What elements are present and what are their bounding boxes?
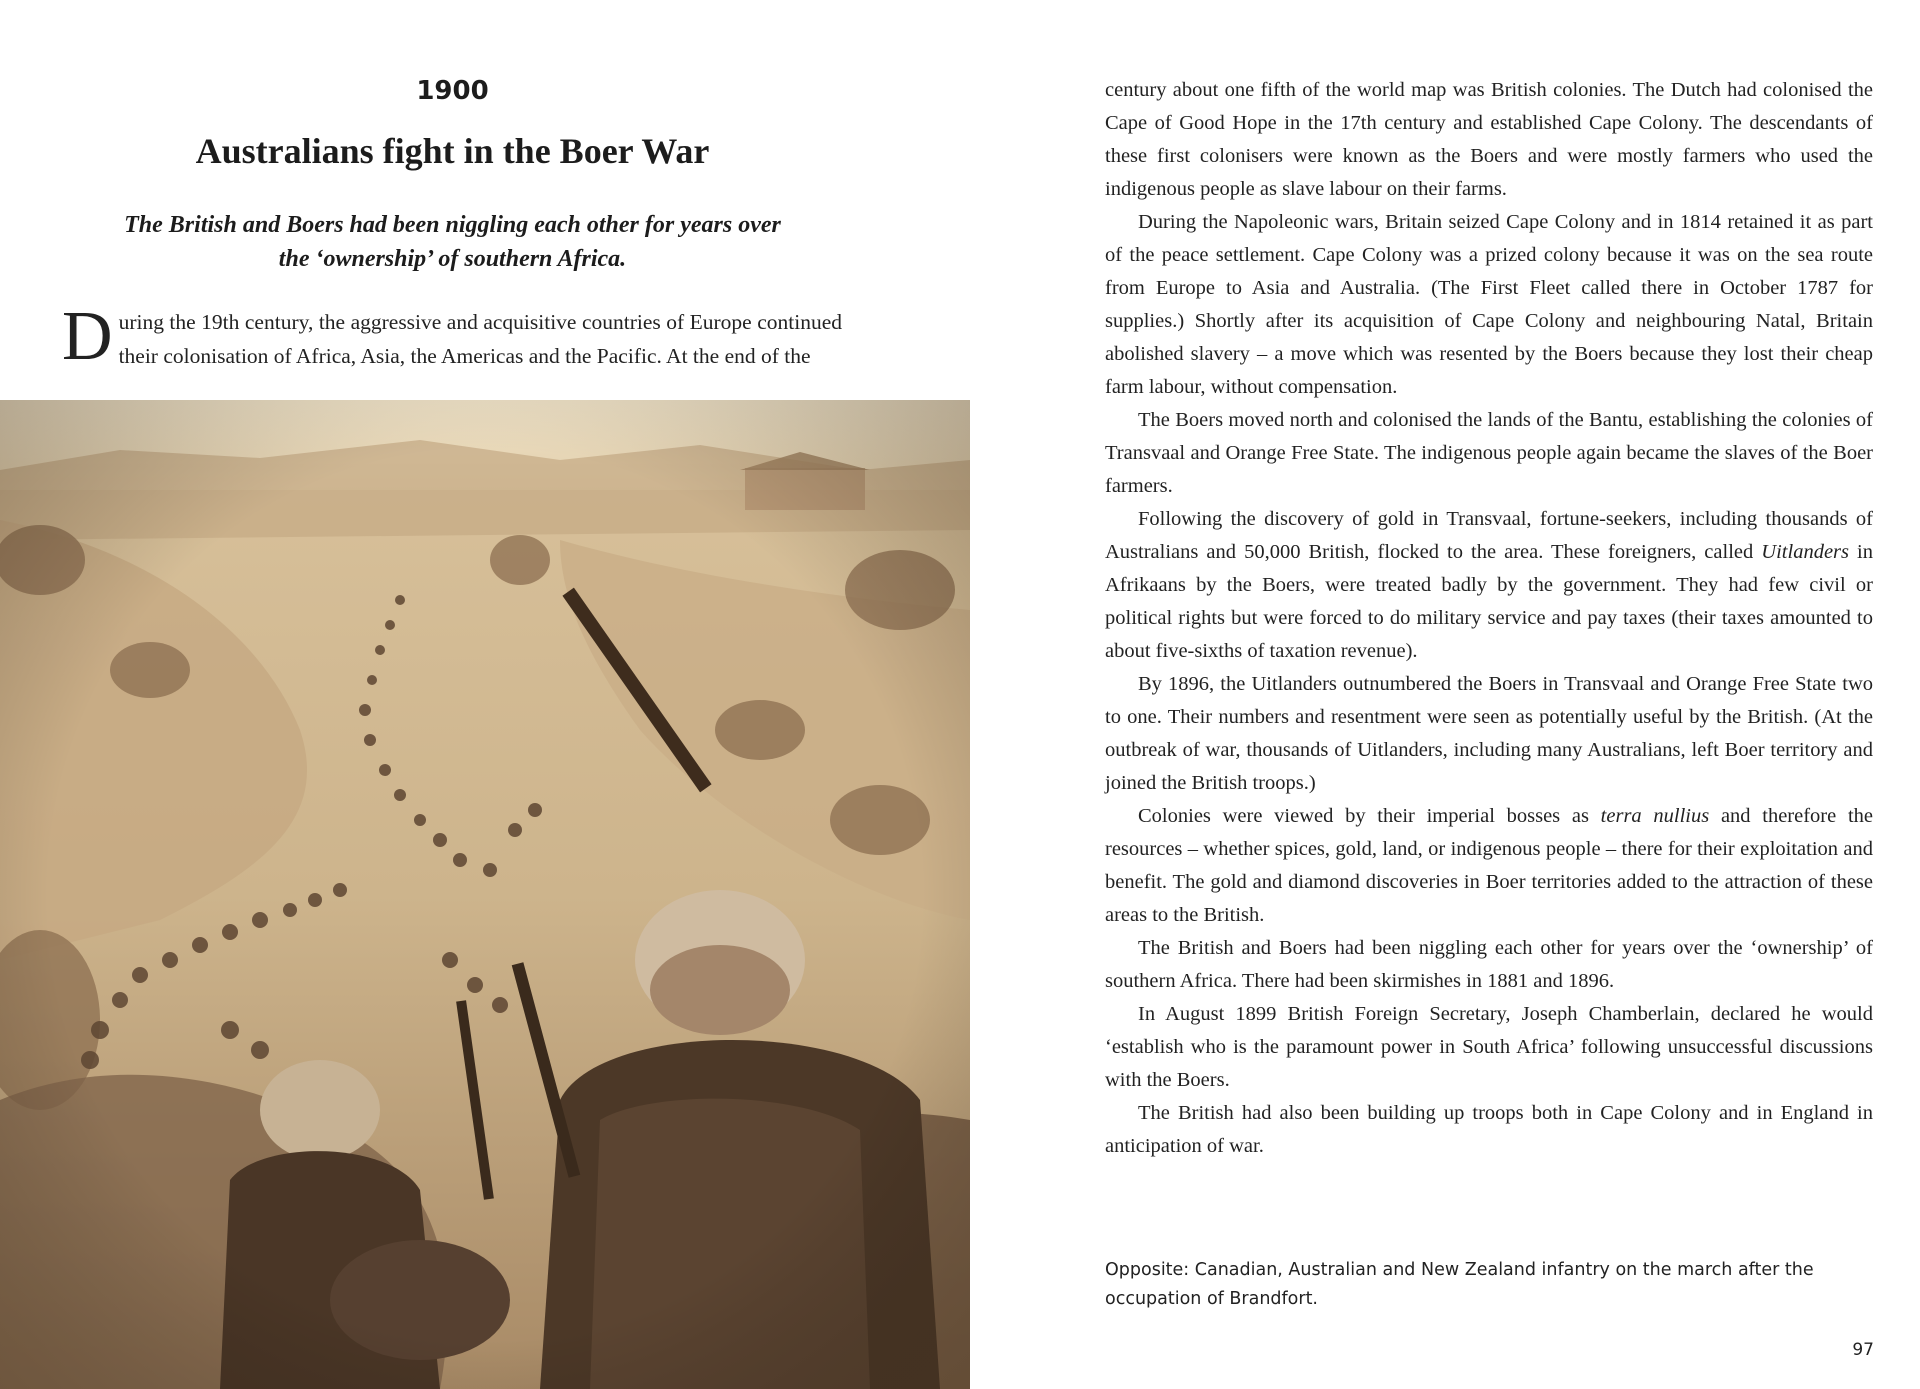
body-paragraph	[1105, 503, 1873, 668]
body-paragraph: The British had also been building up troops both in Cape Colony and in England in anticipation of war.	[1105, 1102, 1873, 1157]
body-paragraph: century about one fifth of the world map was British colonies. The Dutch had colonised the Cape of Good Hope in the 17th century and established Cape Colony. The descendants of these first colonisers were known as the Boers and were mostly farmers who used the indigenous people as slave labour on their farms.	[1105, 79, 1873, 200]
body-paragraph: The British and Boers had been niggling each other for years over the ‘ownership’ of southern Africa. There had been skirmishes in 1881 and 1896.	[1105, 937, 1873, 992]
intro-text: uring the 19th century, the aggressive and acquisitive countries of Europe continued their colonisation of Africa, Asia, the Americas and the Pacific. At the end of the	[118, 310, 842, 368]
boer-war-infantry-photo	[0, 400, 970, 1389]
chapter-subtitle: The British and Boers had been niggling each other for years over the ‘ownership’ of southern Africa.	[124, 212, 781, 272]
body-paragraph: By 1896, the Uitlanders outnumbered the Boers in Transvaal and Orange Free State two to one. Their numbers and resentment were seen as potentially useful by the British. (At the outbreak of war, thousands of Uitlanders, including many Australians, left Boer territory and joined the British troops.)	[1105, 673, 1873, 794]
body-text-run: Following the discovery of gold in Transvaal, fortune-seekers, including thousands of Australians and 50,000 British, flocked to the area. These foreigners, called	[1105, 508, 1873, 563]
body-paragraph: During the Napoleonic wars, Britain seized Cape Colony and in 1814 retained it as part of the peace settlement. Cape Colony was a prized colony because it was on the sea route from Europe to Asia and Australia. (The First Fleet called there in October 1787 for supplies.) Shortly after its acquisition of Cape Colony and neighbouring Natal, Britain abolished slavery – a move which was resented by the Boers because they lost their cheap farm labour, without compensation.	[1105, 211, 1873, 398]
body-text-run: Colonies were viewed by their imperial bosses as	[1138, 805, 1601, 827]
body-text-run: in Afrikaans by the Boers, were treated badly by the government. They had few civil or political rights but were forced to do military service and pay taxes (their taxes amounted to about five-sixths of taxation revenue).	[1105, 541, 1873, 662]
body-text	[1105, 74, 1873, 1163]
chapter-title: Australians fight in the Boer War	[195, 131, 710, 171]
italic-term: Uitlanders	[1761, 541, 1849, 563]
body-text-run: and therefore the resources – whether spices, gold, land, or indigenous people – there for their exploitation and benefit. The gold and diamond discoveries in Boer territories added to the attraction of these areas to the British.	[1105, 805, 1873, 926]
body-paragraph: The Boers moved north and colonised the lands of the Bantu, establishing the colonies of Transvaal and Orange Free State. The indigenous people again became the slaves of the Boer farmers.	[1105, 409, 1873, 497]
right-page	[970, 0, 1920, 1389]
drop-cap: D	[62, 298, 113, 375]
body-paragraph: In August 1899 British Foreign Secretary, Joseph Chamberlain, declared he would ‘establish who is the paramount power in South Africa’ following unsuccessful discussions with the Boers.	[1105, 1003, 1873, 1091]
intro-paragraph	[62, 298, 842, 375]
page-number: 97	[1852, 1340, 1874, 1360]
italic-term: terra nullius	[1600, 805, 1710, 827]
body-paragraph	[1105, 800, 1873, 932]
chapter-year: 1900	[416, 76, 489, 106]
photo-caption: Opposite: Canadian, Australian and New Zealand infantry on the march after the occupation of Brandfort.	[1105, 1260, 1814, 1309]
